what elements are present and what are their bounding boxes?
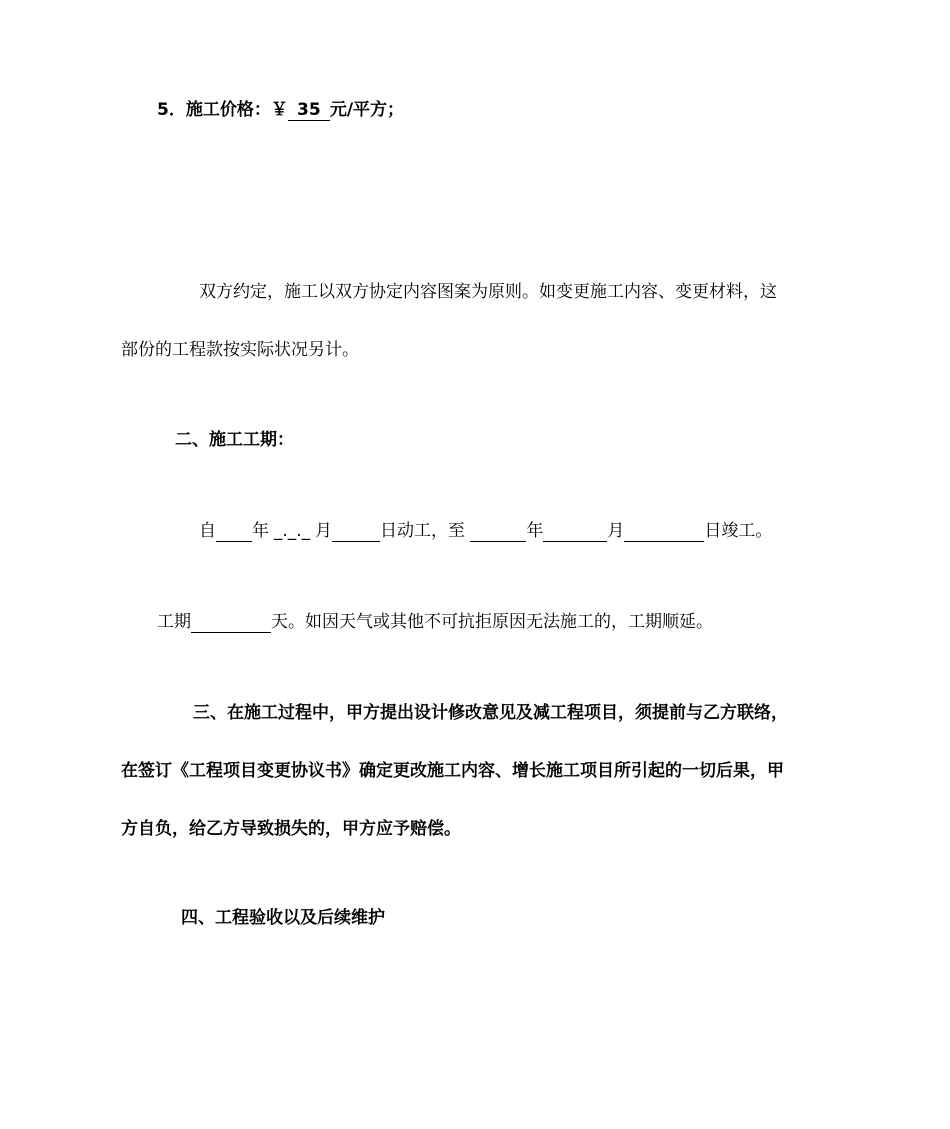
start-year-blank	[216, 521, 252, 542]
end-year-blank	[470, 521, 526, 542]
start-day-blank	[332, 521, 380, 542]
period-label: 工期	[157, 612, 191, 632]
start-year-label: 年	[252, 521, 269, 541]
start-day-label: 日动工，至	[380, 521, 465, 541]
construction-period-line	[157, 610, 713, 634]
end-month-blank	[543, 521, 607, 542]
price-unit: 元/平方；	[329, 100, 405, 120]
end-month-label: 月	[607, 521, 625, 541]
section-2-heading: 二、施工工期：	[175, 430, 294, 450]
period-text: 天。如因天气或其他不可抗拒原因无法施工的，工期顺延。	[271, 612, 713, 632]
end-day-label: 日竣工。	[704, 521, 773, 541]
price-line	[157, 98, 404, 122]
section-4-heading: 四、工程验收以及后续维护	[181, 908, 385, 928]
agreement-line-1: 双方约定，施工以双方协定内容图案为原则。如变更施工内容、变更材料，这	[199, 282, 777, 302]
start-month-blank: _._._	[273, 521, 311, 541]
end-day-blank	[624, 521, 704, 542]
section-3-line-1: 三、在施工过程中，甲方提出设计修改意见及减工程项目，须提前与乙方联络，	[193, 703, 788, 723]
price-value: 35	[288, 100, 330, 121]
price-label: 5．施工价格：￥	[157, 100, 288, 120]
construction-date-line	[199, 519, 772, 543]
start-month-label: 月	[315, 521, 332, 541]
section-3-line-3: 方自负，给乙方导致损失的，甲方应予赔偿。	[121, 819, 461, 839]
date-from-label: 自	[199, 521, 216, 541]
end-year-label: 年	[526, 521, 544, 541]
section-3-line-2: 在签订《工程项目变更协议书》确定更改施工内容、增长施工项目所引起的一切后果，甲	[121, 761, 784, 781]
agreement-line-2: 部份的工程款按实际状况另计。	[121, 340, 359, 360]
period-days-blank	[191, 612, 271, 633]
